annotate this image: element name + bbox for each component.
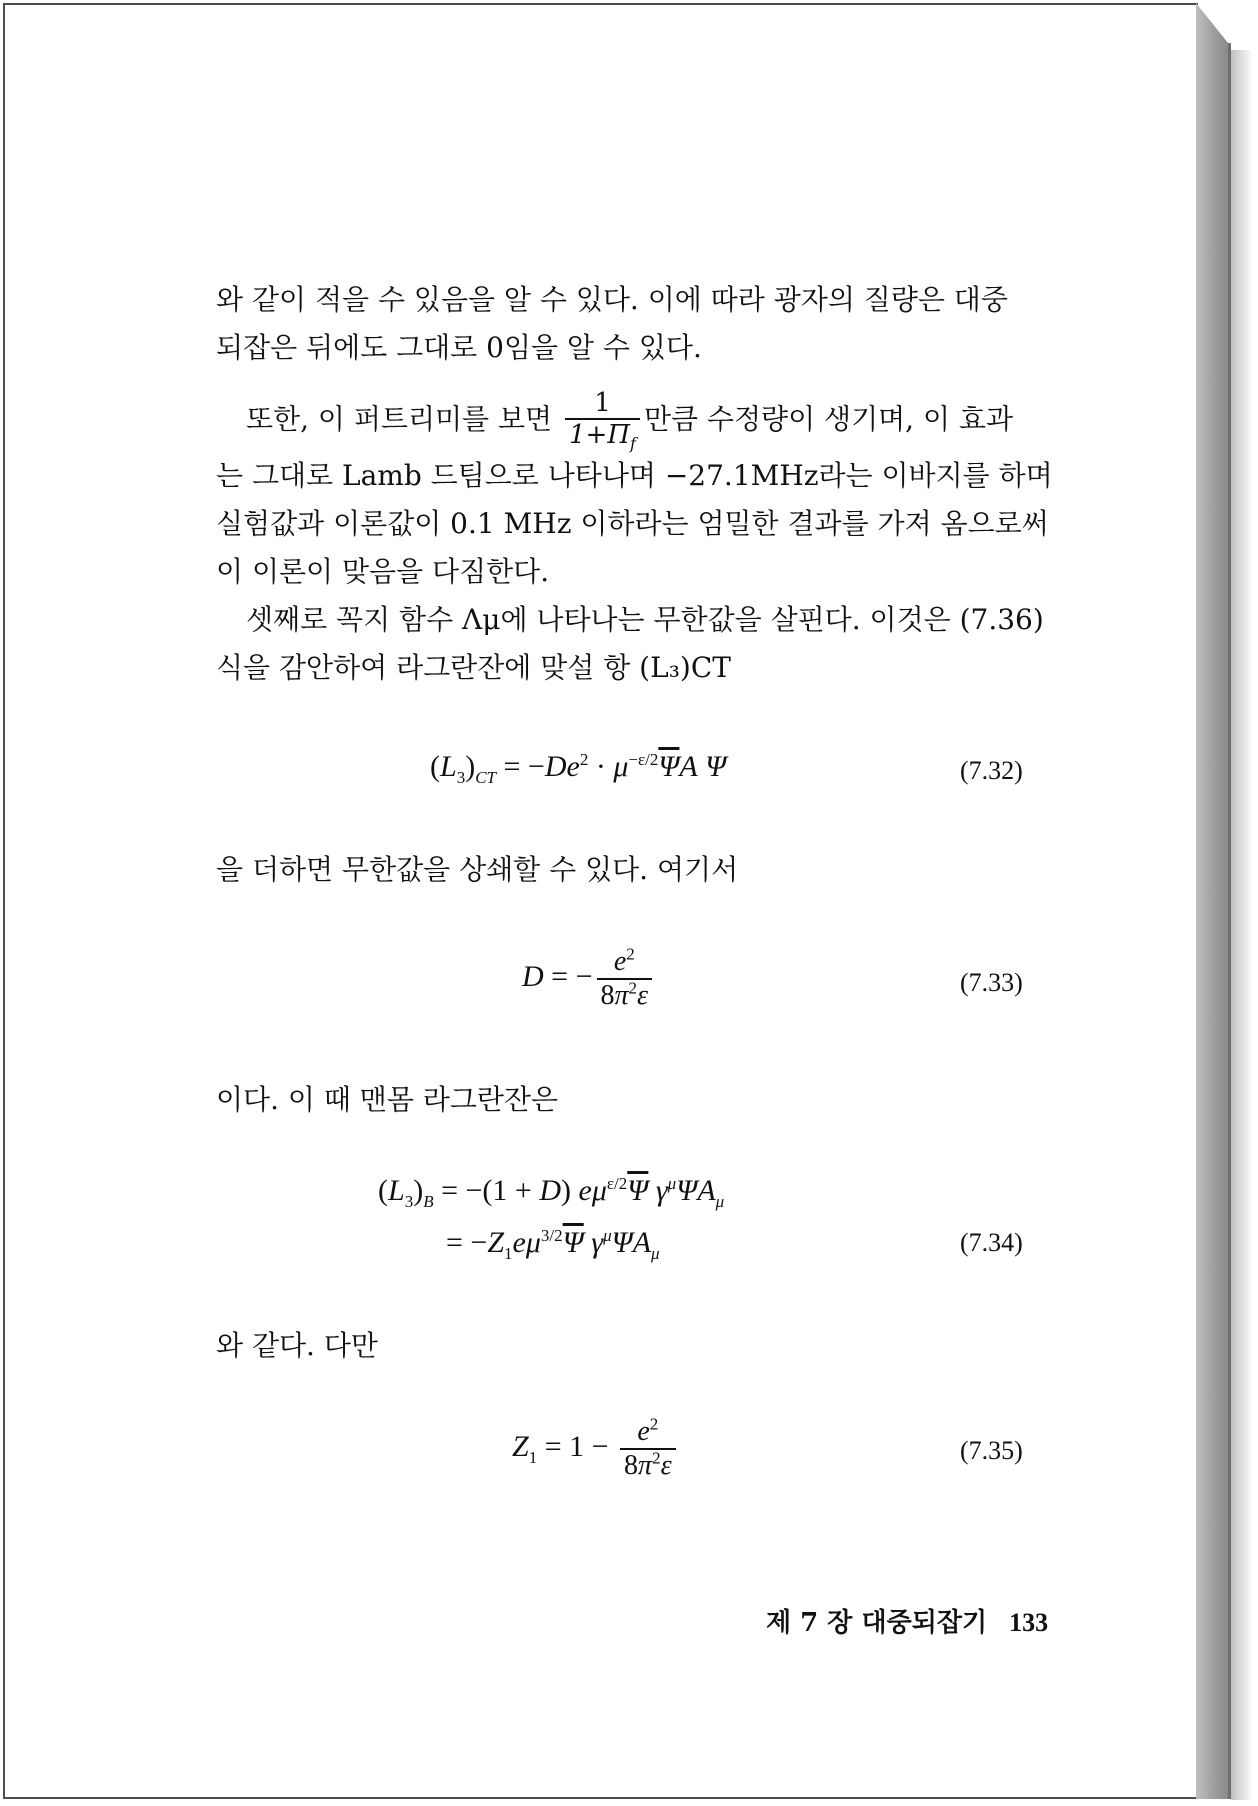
book-page	[3, 3, 1198, 1799]
text-line: 을 더하면 무한값을 상쇄할 수 있다. 여기서	[216, 853, 739, 886]
equation-7-35: $Z_1 = 1$ − $\frac{e^2}{8\pi^2\varepsilon}$	[512, 1418, 680, 1480]
text-line: 이다. 이 때 맨몸 라그란잔은	[216, 1083, 559, 1116]
page-footer	[766, 1602, 1048, 1639]
equation-7-33: D = − $\frac{e^2}{8\pi^2\varepsilon}$	[522, 948, 656, 1010]
text-line	[246, 390, 1013, 452]
equation-number: (7.33)	[960, 968, 1023, 997]
text-segment: 만큼 수정량이 생기며, 이 효과	[643, 402, 1014, 436]
page-shadow	[1231, 50, 1253, 1800]
text-line: 는 그대로 Lamb 드팀으로 나타나며 −27.1MHz라는 이바지를 하며	[216, 459, 1053, 492]
equation-number: (7.34)	[960, 1228, 1023, 1257]
text-line: 이 이론이 맞음을 다짐한다.	[216, 555, 550, 588]
page-fold-edge	[1196, 3, 1228, 1799]
fraction-numerator: 1	[594, 388, 611, 418]
page-number: 133	[1009, 1608, 1049, 1637]
equation-7-34-line-2: = $-Z_1e\mu^{3/2}\overline{\Psi}$ $\gamma^\mu\Psi A_\mu$	[446, 1226, 660, 1263]
text-line: 되잡은 뒤에도 그대로 0임을 알 수 있다.	[216, 331, 702, 364]
text-line: 와 같이 적을 수 있음을 알 수 있다. 이에 따라 광자의 질량은 대중	[216, 283, 1008, 316]
denominator-base: 1+Π	[569, 420, 631, 450]
text-segment: 또한, 이 퍼트리미를 보면	[246, 402, 553, 436]
equation-number: (7.32)	[960, 756, 1023, 785]
fraction: $\frac{e^2}{8\pi^2\varepsilon}$	[620, 1418, 676, 1480]
denominator-subscript: f	[630, 434, 636, 454]
chapter-title: 제 7 장 대중되잡기	[766, 1608, 988, 1638]
inline-fraction	[565, 390, 640, 452]
equation-number: (7.35)	[960, 1436, 1023, 1465]
fraction: $\frac{e^2}{8\pi^2\varepsilon}$	[597, 948, 653, 1010]
equation-7-32: $(L_3)_{CT} = -De^2 \cdot \mu^{-\varepsilon/2}\overline{\Psi}A$ Ψ	[430, 750, 727, 787]
text-line: 식을 감안하여 라그란잔에 맞설 항 (L₃)CT	[216, 651, 731, 684]
text-line: 와 같다. 다만	[216, 1329, 378, 1362]
text-line: 실험값과 이론값이 0.1 MHz 이하라는 엄밀한 결과를 가져 옴으로써	[216, 507, 1049, 540]
text-line: 셋째로 꼭지 함수 Λμ에 나타나는 무한값을 살핀다. 이것은 (7.36)	[246, 603, 1044, 636]
equation-7-34-line-1: $(L_3)_B = -(1 + D)$ $e\mu^{\varepsilon/2}\overline{\Psi}$ $\gamma^\mu\Psi A_\mu$	[378, 1174, 725, 1211]
fraction-denominator	[565, 418, 640, 452]
